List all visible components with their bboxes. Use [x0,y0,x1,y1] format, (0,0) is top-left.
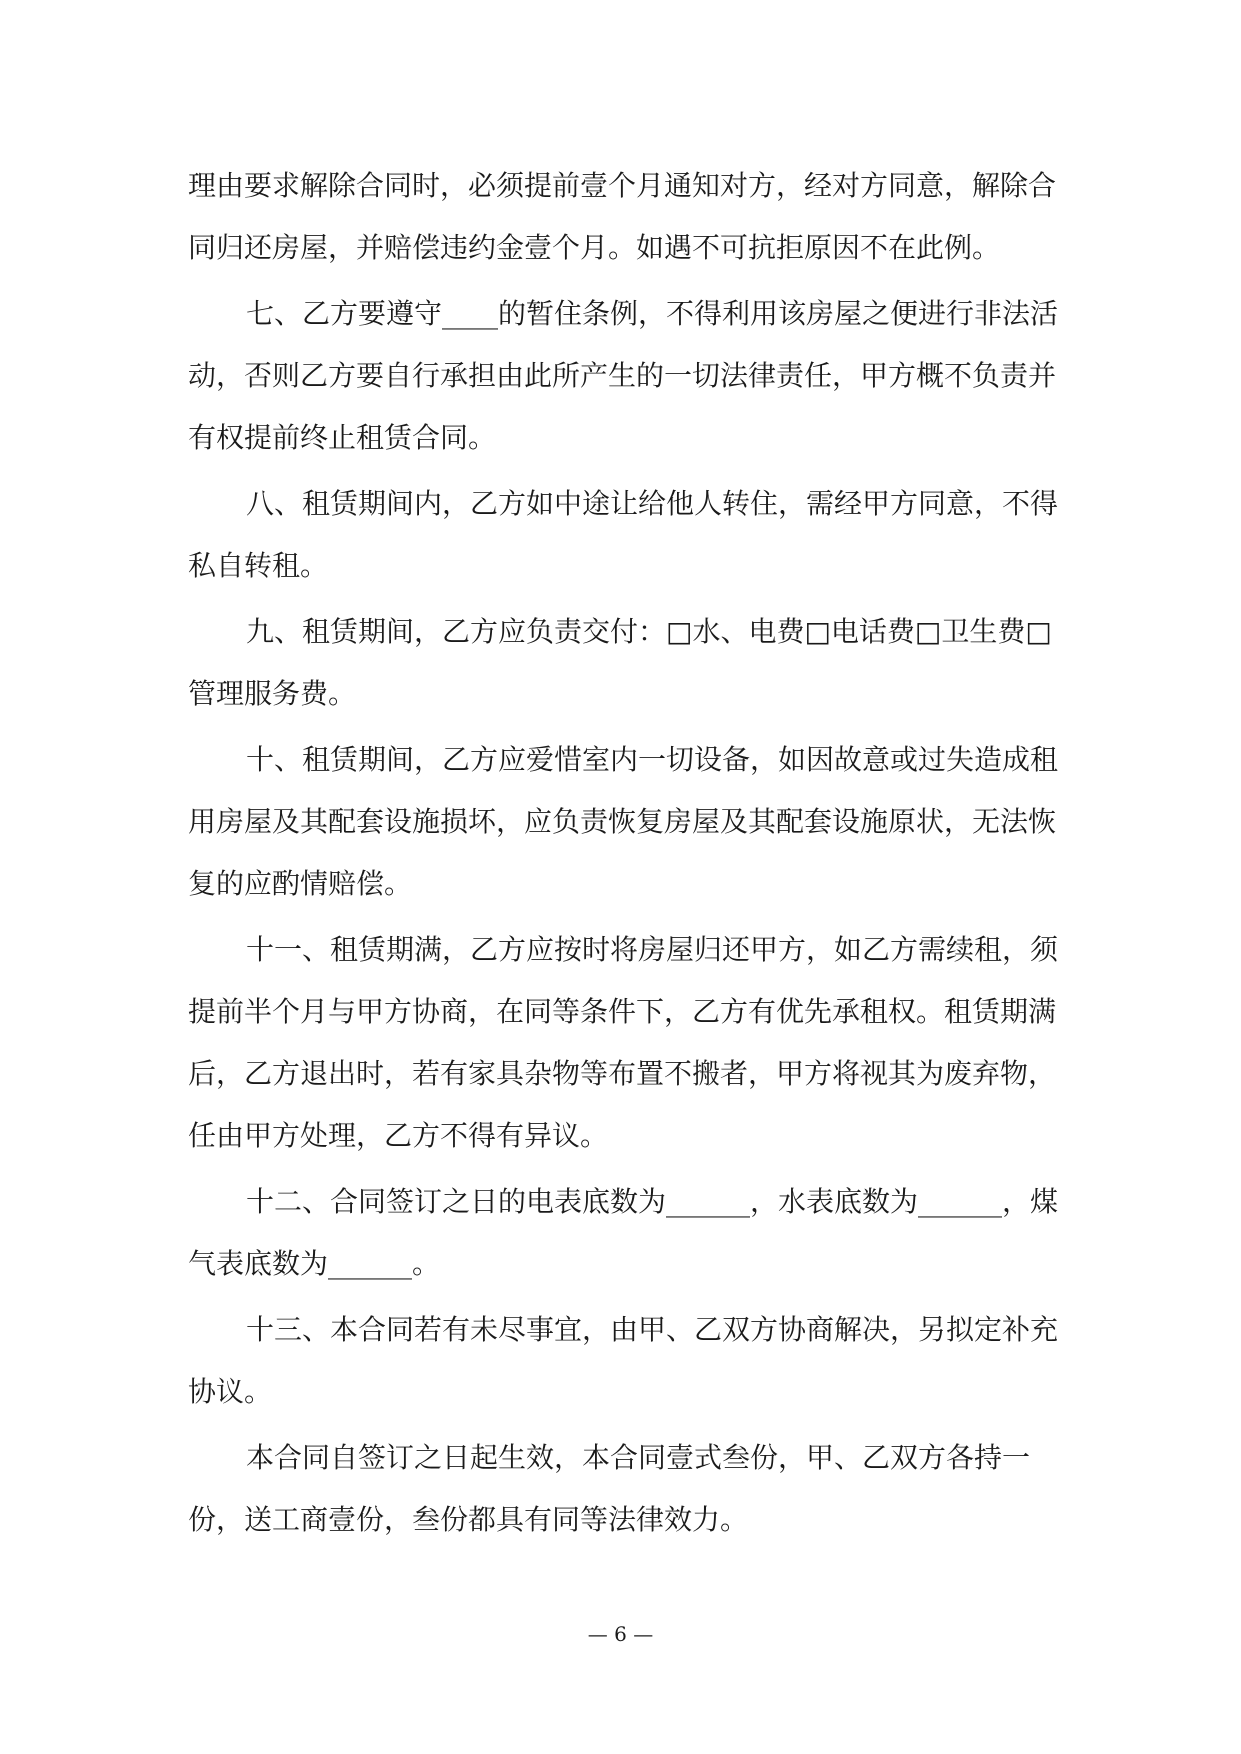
paragraph-clause-13: 十三、本合同若有未尽事宜，由甲、乙双方协商解决，另拟定补充协议。 [188,1313,1059,1408]
paragraph-clause-12: 十二、合同签订之日的电表底数为______，水表底数为______，煤气表底数为______。 [188,1185,1059,1280]
paragraph-clause-9: 九、租赁期间，乙方应负责交付：□水、电费□电话费□卫生费□管理服务费。 [188,615,1052,710]
paragraph-clause-11: 十一、租赁期满，乙方应按时将房屋归还甲方，如乙方需续租，须提前半个月与甲方协商，在同等条件下，乙方有优先承租权。租赁期满后，乙方退出时，若有家具杂物等布置不搬者，甲方将视其为废弃物，任由甲方处理，乙方不得有异议。 [188,933,1059,1152]
paragraph-clause-7: 七、乙方要遵守____的暂住条例，不得利用该房屋之便进行非法活动，否则乙方要自行承担由此所产生的一切法律责任，甲方概不负责并有权提前终止租赁合同。 [188,297,1059,454]
paragraph-termination-continued: 理由要求解除合同时，必须提前壹个月通知对方，经对方同意，解除合同归还房屋，并赔偿违约金壹个月。如遇不可抗拒原因不在此例。 [188,169,1057,264]
document-body [188,155,1058,1555]
paragraph-effective-date: 本合同自签订之日起生效，本合同壹式叁份，甲、乙双方各持一份，送工商壹份，叁份都具有同等法律效力。 [188,1441,1031,1536]
paragraph-clause-8: 八、租赁期间内，乙方如中途让给他人转住，需经甲方同意，不得私自转租。 [188,487,1059,582]
page-number: — 6 — [587,1622,654,1646]
paragraph-clause-10: 十、租赁期间，乙方应爱惜室内一切设备，如因故意或过失造成租用房屋及其配套设施损坏，应负责恢复房屋及其配套设施原状，无法恢复的应酌情赔偿。 [188,743,1059,900]
